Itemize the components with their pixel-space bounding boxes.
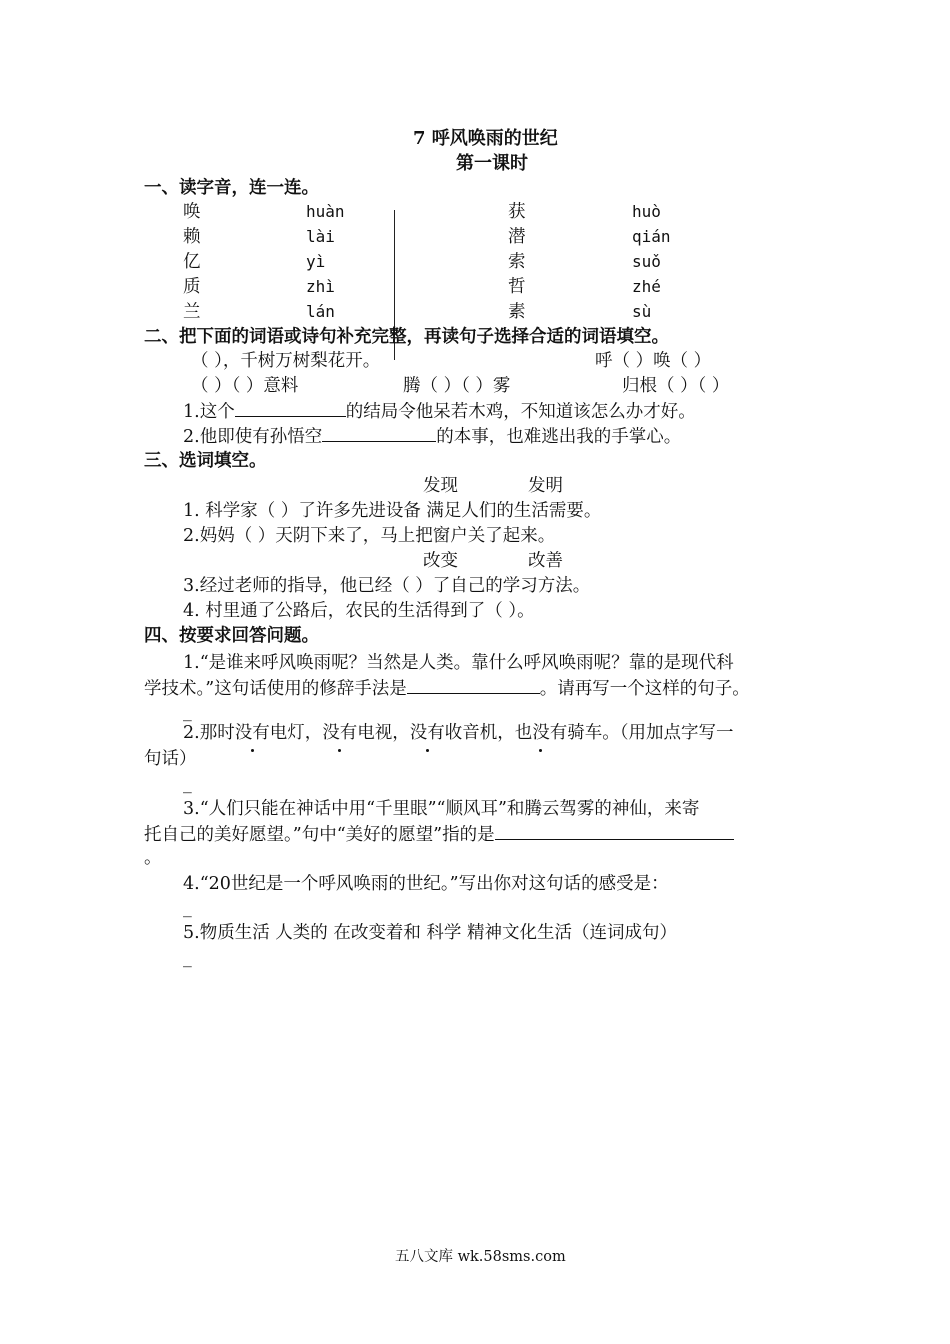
s4-q2-text: 收音机， bbox=[444, 723, 515, 743]
pinyin-left-1: huàn bbox=[306, 202, 345, 221]
dotted-word: 没有 bbox=[322, 723, 358, 743]
pinyin-left-2: lài bbox=[306, 227, 335, 246]
word-option-1: 发现 bbox=[423, 476, 458, 496]
char-right-1: 获 bbox=[508, 202, 526, 222]
word-option-2: 发明 bbox=[528, 476, 563, 496]
char-right-3: 索 bbox=[508, 252, 526, 272]
answer-line-marker[interactable]: _ bbox=[183, 774, 192, 794]
lesson-title: 7 呼风唤雨的世纪 bbox=[413, 128, 558, 149]
fill-poem-line: （ ），千树万树梨花开。 bbox=[191, 351, 381, 371]
s4-q1-text: 学技术。”这句话使用的修辞手法是 bbox=[144, 679, 407, 699]
answer-blank[interactable] bbox=[495, 822, 734, 840]
s3-question-2: 2.妈妈（ ）天阴下来了，马上把窗户关了起来。 bbox=[183, 526, 556, 546]
s4-q2-text: 电灯， bbox=[269, 723, 323, 743]
s2-question-2 bbox=[183, 424, 681, 449]
section-1-heading: 一、读字音，连一连。 bbox=[144, 178, 319, 198]
s4-q2-line2: 句话） bbox=[144, 749, 197, 769]
section-4-heading: 四、按要求回答问题。 bbox=[144, 626, 319, 646]
pinyin-left-5: lán bbox=[306, 302, 335, 321]
s4-q2-line1 bbox=[183, 721, 733, 745]
lesson-subtitle: 第一课时 bbox=[456, 153, 528, 174]
s2-q1-start: 1.这个 bbox=[183, 402, 235, 422]
dotted-word: 没有 bbox=[409, 723, 445, 743]
dotted-word: 没有 bbox=[234, 723, 270, 743]
char-right-4: 哲 bbox=[508, 277, 526, 297]
word-option-4: 改善 bbox=[528, 551, 563, 571]
s2-q2-start: 2.他即使有孙悟空 bbox=[183, 427, 323, 447]
fill-idiom-1: 呼（ ）唤（ ） bbox=[595, 351, 712, 371]
s4-q3-text: 托自己的美好愿望。”句中“美好的愿望”指的是 bbox=[144, 825, 495, 845]
char-left-1: 唤 bbox=[183, 202, 201, 222]
char-left-5: 兰 bbox=[183, 302, 201, 322]
s4-q3-line3: 。 bbox=[144, 848, 162, 868]
section-2-heading: 二、把下面的词语或诗句补充完整，再读句子选择合适的词语填空。 bbox=[144, 327, 669, 347]
s4-q2-text: 电视， bbox=[357, 723, 410, 743]
char-right-2: 潜 bbox=[508, 227, 526, 247]
char-left-2: 赖 bbox=[183, 227, 201, 247]
fill-idiom-4: 归根（ ）（ ） bbox=[622, 376, 730, 396]
s4-question-5: 5.物质生活 人类的 在改变着和 科学 精神文化生活（连词成句） bbox=[183, 923, 677, 943]
s4-q1-line2 bbox=[144, 676, 750, 701]
s4-q3-line1: 3.“人们只能在神话中用“千里眼”“顺风耳”和腾云驾雾的神仙，来寄 bbox=[183, 799, 700, 819]
fill-idiom-3: 腾（ ）（ ）雾 bbox=[403, 376, 511, 396]
pinyin-left-4: zhì bbox=[306, 277, 335, 296]
s2-q2-end: 的本事，也难逃出我的手掌心。 bbox=[436, 427, 682, 447]
char-left-4: 质 bbox=[183, 277, 201, 297]
section-3-heading: 三、选词填空。 bbox=[144, 451, 267, 471]
char-left-3: 亿 bbox=[183, 252, 201, 272]
answer-blank[interactable] bbox=[322, 424, 436, 442]
s3-question-4: 4. 村里通了公路后，农民的生活得到了（ ）。 bbox=[183, 601, 535, 621]
dotted-word: 也没有 bbox=[514, 723, 568, 743]
answer-line-marker[interactable]: _ bbox=[183, 898, 192, 918]
s2-question-1 bbox=[183, 399, 696, 424]
char-right-5: 素 bbox=[508, 302, 526, 322]
answer-blank[interactable] bbox=[407, 676, 540, 694]
pinyin-right-1: huò bbox=[632, 202, 661, 221]
answer-blank[interactable] bbox=[235, 399, 346, 417]
fill-idiom-2: （ ）（ ）意料 bbox=[191, 376, 299, 396]
pinyin-right-3: suǒ bbox=[632, 252, 661, 271]
s3-question-1: 1. 科学家（ ）了许多先进设备 满足人们的生活需要。 bbox=[183, 501, 602, 521]
answer-line-marker[interactable]: _ bbox=[183, 702, 192, 722]
pinyin-right-4: zhé bbox=[632, 277, 661, 296]
s4-q3-line2 bbox=[144, 822, 734, 847]
s4-q1-text-end: 。请再写一个这样的句子。 bbox=[539, 679, 750, 699]
s2-q1-end: 的结局令他呆若木鸡，不知道该怎么办才好。 bbox=[345, 402, 696, 422]
pinyin-right-5: sù bbox=[632, 302, 652, 321]
s4-q2-text: 2.那时 bbox=[183, 723, 235, 743]
answer-line-marker[interactable]: _ bbox=[183, 948, 192, 968]
footer-watermark: 五八文库 wk.58sms.com bbox=[395, 1249, 566, 1265]
s4-question-4: 4.“20世纪是一个呼风唤雨的世纪。”写出你对这句话的感受是： bbox=[183, 874, 669, 894]
s3-question-3: 3.经过老师的指导，他已经（ ）了自己的学习方法。 bbox=[183, 576, 591, 596]
s4-q2-text: 骑车。（用加点字写一 bbox=[567, 723, 734, 743]
s4-q1-line1: 1.“是谁来呼风唤雨呢？当然是人类。靠什么呼风唤雨呢？靠的是现代科 bbox=[183, 653, 734, 673]
word-option-3: 改变 bbox=[423, 551, 458, 571]
pinyin-left-3: yì bbox=[306, 252, 326, 271]
pinyin-right-2: qián bbox=[632, 227, 671, 246]
